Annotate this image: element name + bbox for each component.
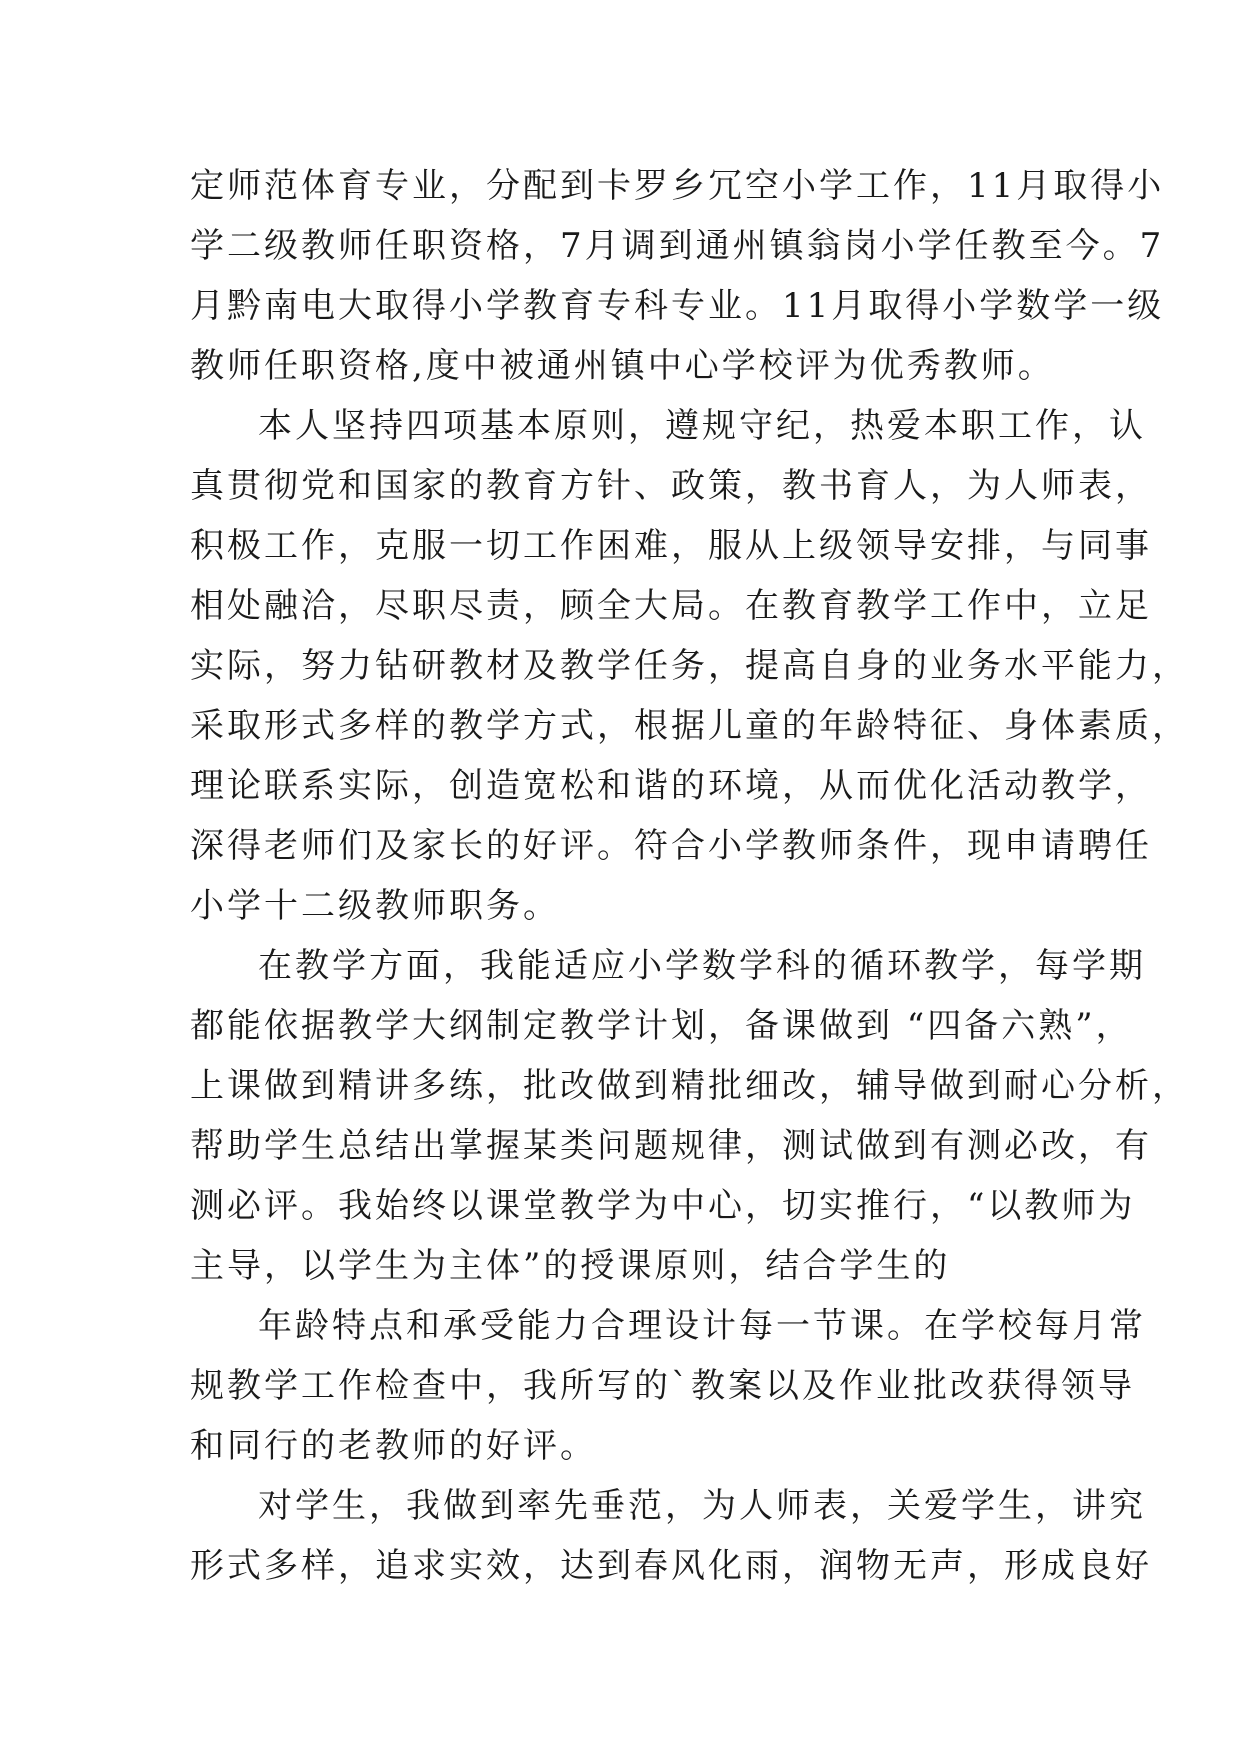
paragraph <box>190 396 1189 936</box>
text-line: 定师范体育专业，分配到卡罗乡冗空小学工作，11月取得小 <box>190 166 1165 206</box>
text-line: 主导，以学生为主体”的授课原则，结合学生的 <box>190 1246 951 1286</box>
text-line: 都能依据教学大纲制定教学计划，备课做到 “四备六熟”， <box>190 1006 1133 1046</box>
text-line: 本人坚持四项基本原则，遵规守纪，热爱本职工作，认 <box>258 406 1146 446</box>
text-line: 月黔南电大取得小学教育专科专业。11月取得小学数学一级 <box>190 286 1165 326</box>
paragraph <box>190 1296 1146 1476</box>
body-text <box>190 156 1189 1596</box>
text-line: 和同行的老教师的好评。 <box>190 1426 597 1466</box>
text-line: 实际，努力钻研教材及教学任务，提高自身的业务水平能力， <box>190 646 1189 686</box>
paragraph <box>190 1476 1152 1596</box>
text-line: 帮助学生总结出掌握某类问题规律，测试做到有测必改，有 <box>190 1126 1152 1166</box>
text-line: 采取形式多样的教学方式，根据儿童的年龄特征、身体素质， <box>190 706 1189 746</box>
text-line: 规教学工作检查中，我所写的`教案以及作业批改获得领导 <box>190 1366 1135 1406</box>
text-line: 对学生，我做到率先垂范，为人师表，关爱学生，讲究 <box>258 1486 1146 1526</box>
text-line: 小学十二级教师职务。 <box>190 886 560 926</box>
text-line: 真贯彻党和国家的教育方针、政策，教书育人，为人师表， <box>190 466 1152 506</box>
text-line: 形式多样，追求实效，达到春风化雨，润物无声，形成良好 <box>190 1546 1152 1586</box>
text-line: 积极工作，克服一切工作困难，服从上级领导安排，与同事 <box>190 526 1152 566</box>
text-line: 上课做到精讲多练，批改做到精批细改，辅导做到耐心分析， <box>190 1066 1189 1106</box>
text-line: 教师任职资格,度中被通州镇中心学校评为优秀教师。 <box>190 346 1055 386</box>
paragraph <box>190 156 1165 396</box>
paragraph <box>190 936 1189 1296</box>
text-line: 相处融洽，尽职尽责，顾全大局。在教育教学工作中，立足 <box>190 586 1152 626</box>
text-line: 理论联系实际，创造宽松和谐的环境，从而优化活动教学， <box>190 766 1152 806</box>
text-line: 年龄特点和承受能力合理设计每一节课。在学校每月常 <box>258 1306 1146 1346</box>
text-line: 在教学方面，我能适应小学数学科的循环教学，每学期 <box>258 946 1146 986</box>
text-line: 学二级教师任职资格，7月调到通州镇翁岗小学任教至今。7 <box>190 226 1165 266</box>
text-line: 测必评。我始终以课堂教学为中心，切实推行，“以教师为 <box>190 1186 1136 1226</box>
text-line: 深得老师们及家长的好评。符合小学教师条件，现申请聘任 <box>190 826 1152 866</box>
